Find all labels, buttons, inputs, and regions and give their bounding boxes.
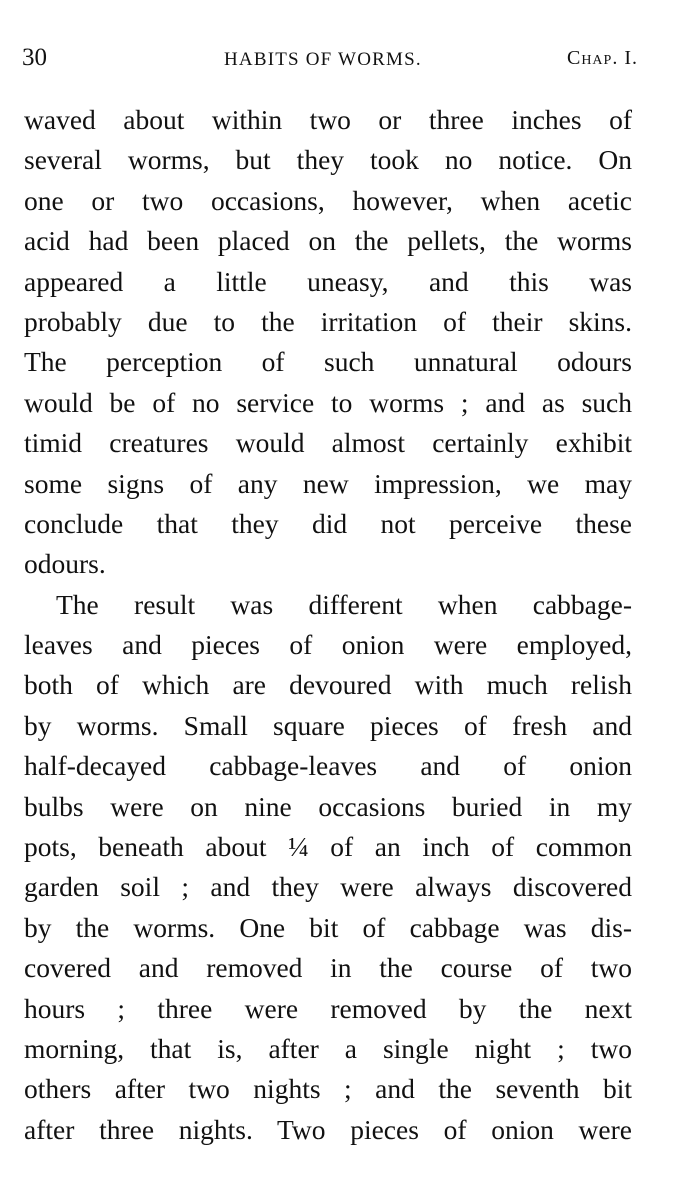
text-line: conclude that they did not perceive these: [24, 507, 632, 539]
text-line: waved about within two or three inches of: [24, 104, 632, 135]
text-line: appeared a little uneasy, and this was: [24, 265, 632, 297]
text-line: odours.: [24, 548, 106, 580]
text-line: both of which are devoured with much relish: [24, 669, 632, 701]
page-header: [22, 44, 638, 78]
text-line: some signs of any new impression, we may: [24, 467, 632, 499]
text-line: would be of no service to worms ; and as such: [24, 386, 632, 418]
text-line: by the worms. One bit of cabbage was dis-: [24, 911, 632, 943]
body-text: [24, 100, 632, 1150]
text-line: others after two nights ; and the seventh bit: [24, 1073, 632, 1105]
text-line: morning, that is, after a single night ; two: [24, 1032, 632, 1064]
text-line: The perception of such unnatural odours: [24, 346, 632, 378]
text-line: acid had been placed on the pellets, the worms: [24, 225, 632, 257]
chapter-label: Chap. I.: [566, 47, 638, 69]
text-line: one or two occasions, however, when acetic: [24, 184, 632, 216]
text-line: bulbs were on nine occasions buried in my: [24, 790, 632, 822]
text-line: covered and removed in the course of two: [24, 952, 632, 984]
text-line: leaves and pieces of onion were employed,: [24, 629, 632, 661]
text-line: several worms, but they took no notice. On: [24, 144, 632, 176]
text-line: pots, beneath about ¼ of an inch of common: [24, 831, 632, 863]
page-number: 30: [22, 44, 47, 71]
text-line: half-decayed cabbage-leaves and of onion: [24, 750, 632, 782]
text-line: timid creatures would almost certainly exhibit: [24, 427, 632, 459]
text-line: hours ; three were removed by the next: [24, 992, 632, 1024]
text-line: probably due to the irritation of their skins.: [24, 305, 632, 337]
text-line: garden soil ; and they were always discovered: [24, 871, 632, 903]
text-line: The result was different when cabbage-: [56, 588, 632, 620]
text-line: by worms. Small square pieces of fresh and: [24, 709, 632, 741]
running-title: HABITS OF WORMS.: [224, 49, 422, 70]
text-line: after three nights. Two pieces of onion were: [24, 1113, 632, 1145]
